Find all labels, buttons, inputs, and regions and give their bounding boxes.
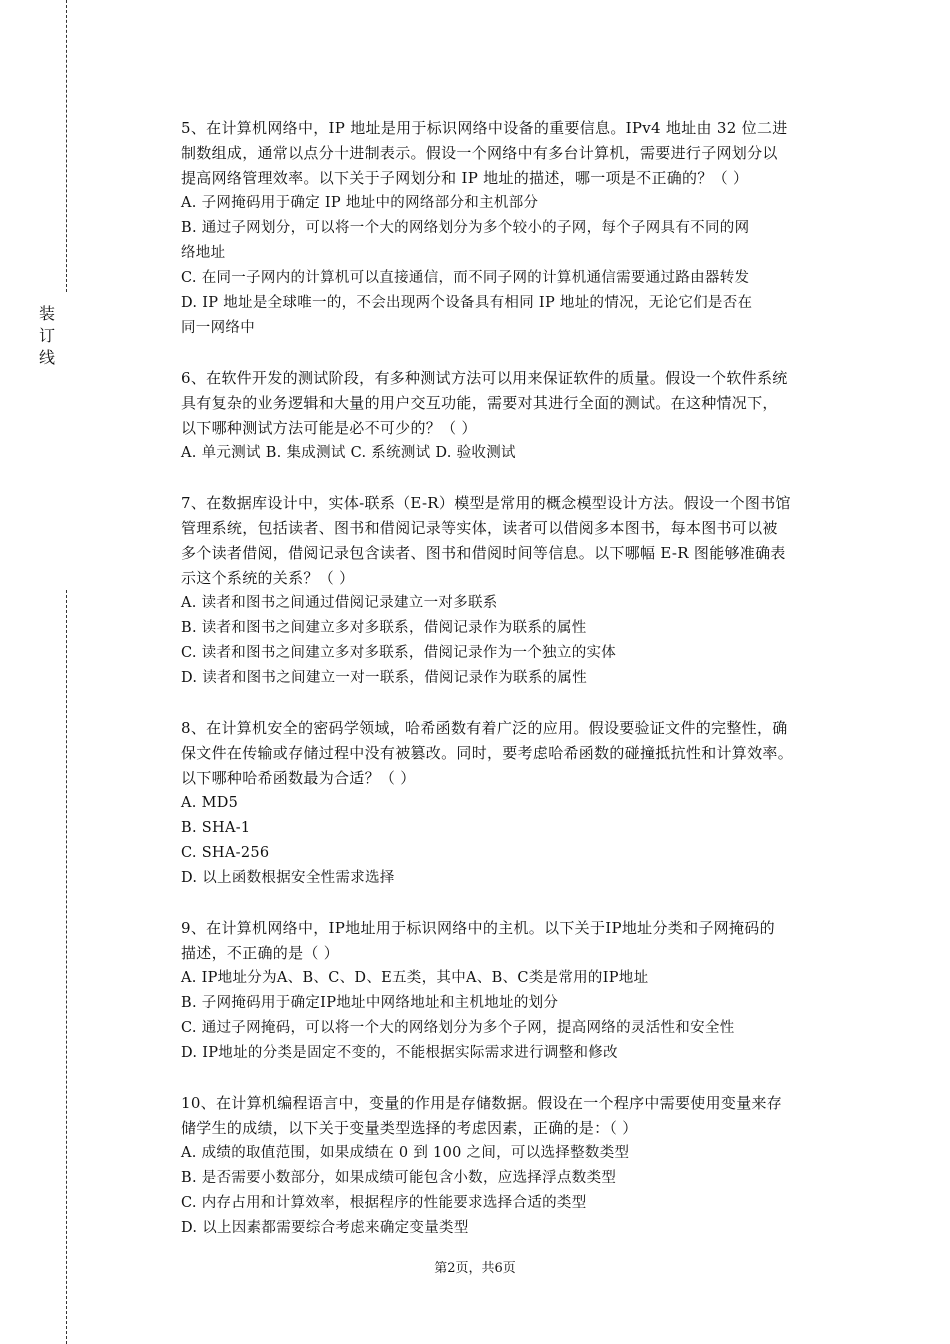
answer-option: A. 子网掩码用于确定 IP 地址中的网络部分和主机部分 <box>181 195 539 211</box>
question-stem-line: 5、在计算机网络中，IP 地址是用于标识网络中设备的重要信息。IPv4 地址由 32 位二进 <box>181 119 788 137</box>
answer-option: C. 读者和图书之间建立多对多联系，借阅记录作为一个独立的实体 <box>181 645 617 661</box>
question-stem-line: 提高网络管理效率。以下关于子网划分和 IP 地址的描述，哪一项是不正确的？（ ） <box>181 169 749 187</box>
question-stem-line: 多个读者借阅，借阅记录包含读者、图书和借阅时间等信息。以下哪幅 E-R 图能够准确表 <box>181 544 786 562</box>
answer-option: C. SHA-256 <box>181 845 270 861</box>
answer-option: D. IP地址的分类是固定不变的，不能根据实际需求进行调整和修改 <box>181 1045 618 1061</box>
binding-char: 线 <box>38 348 55 367</box>
question-stem-line: 9、在计算机网络中，IP地址用于标识网络中的主机。以下关于IP地址分类和子网掩码的 <box>181 919 775 937</box>
answer-option: B. 是否需要小数部分，如果成绩可能包含小数，应选择浮点数类型 <box>181 1170 617 1186</box>
question-stem-line: 6、在软件开发的测试阶段，有多种测试方法可以用来保证软件的质量。假设一个软件系统 <box>181 369 788 387</box>
answer-option: 同一网络中 <box>181 320 255 336</box>
binding-char: 装 <box>38 304 55 323</box>
question-stem-line: 以下哪种哈希函数最为合适？（ ） <box>181 769 416 787</box>
question-6 <box>181 366 853 466</box>
binding-label <box>37 303 57 369</box>
binding-line-bottom <box>66 590 67 1344</box>
question-stem-line: 10、在计算机编程语言中，变量的作用是存储数据。假设在一个程序中需要使用变量来存 <box>181 1094 783 1112</box>
answer-option: A. 成绩的取值范围，如果成绩在 0 到 100 之间，可以选择整数类型 <box>181 1145 630 1161</box>
question-9 <box>181 916 853 1066</box>
question-7 <box>181 491 853 691</box>
answer-option: C. 在同一子网内的计算机可以直接通信，而不同子网的计算机通信需要通过路由器转发 <box>181 270 750 286</box>
page-number: 第2页，共6页 <box>434 1261 516 1276</box>
answer-option: B. 通过子网划分，可以将一个大的网络划分为多个较小的子网，每个子网具有不同的网 <box>181 220 750 236</box>
question-stem-line: 7、在数据库设计中，实体-联系（E-R）模型是常用的概念模型设计方法。假设一个图书馆 <box>181 494 791 512</box>
answer-option: B. 子网掩码用于确定IP地址中网络地址和主机地址的划分 <box>181 995 559 1011</box>
question-stem-line: 8、在计算机安全的密码学领域，哈希函数有着广泛的应用。假设要验证文件的完整性，确 <box>181 719 788 737</box>
answer-option: C. 通过子网掩码，可以将一个大的网络划分为多个子网，提高网络的灵活性和安全性 <box>181 1020 735 1036</box>
answer-option: C. 内存占用和计算效率，根据程序的性能要求选择合适的类型 <box>181 1195 587 1211</box>
answer-option: B. SHA-1 <box>181 820 251 836</box>
answer-option: A. 读者和图书之间通过借阅记录建立一对多联系 <box>181 595 498 611</box>
question-stem-line: 管理系统，包括读者、图书和借阅记录等实体，读者可以借阅多本图书，每本图书可以被 <box>181 519 778 537</box>
question-stem-line: 示这个系统的关系？（ ） <box>181 569 355 587</box>
question-stem-line: 以下哪种测试方法可能是必不可少的？（ ） <box>181 419 477 437</box>
binding-char: 订 <box>38 326 55 345</box>
question-8 <box>181 716 853 891</box>
question-list <box>181 116 853 1266</box>
answer-option: B. 读者和图书之间建立多对多联系，借阅记录作为联系的属性 <box>181 620 587 636</box>
answer-option: D. 以上函数根据安全性需求选择 <box>181 870 395 886</box>
answer-option: A. MD5 <box>181 795 239 811</box>
question-10 <box>181 1091 853 1241</box>
answer-option: A. IP地址分为A、B、C、D、E五类，其中A、B、C类是常用的IP地址 <box>181 970 649 986</box>
question-stem-line: 具有复杂的业务逻辑和大量的用户交互功能，需要对其进行全面的测试。在这种情况下， <box>181 394 778 412</box>
answer-option: D. IP 地址是全球唯一的，不会出现两个设备具有相同 IP 地址的情况，无论它们是否在 <box>181 295 753 311</box>
answer-option: 络地址 <box>181 245 226 261</box>
question-stem-line: 制数组成，通常以点分十进制表示。假设一个网络中有多台计算机，需要进行子网划分以 <box>181 144 778 162</box>
answer-option: D. 以上因素都需要综合考虑来确定变量类型 <box>181 1220 469 1236</box>
question-stem-line: 保文件在传输或存储过程中没有被篡改。同时，要考虑哈希函数的碰撞抵抗性和计算效率。 <box>181 744 794 762</box>
answer-option: D. 读者和图书之间建立一对一联系，借阅记录作为联系的属性 <box>181 670 588 686</box>
binding-line-top <box>66 0 67 292</box>
question-5 <box>181 116 853 341</box>
answer-option: A. 单元测试 B. 集成测试 C. 系统测试 D. 验收测试 <box>181 445 516 461</box>
question-stem-line: 储学生的成绩，以下关于变量类型选择的考虑因素，正确的是：（ ） <box>181 1119 638 1137</box>
question-stem-line: 描述，不正确的是（ ） <box>181 944 340 962</box>
